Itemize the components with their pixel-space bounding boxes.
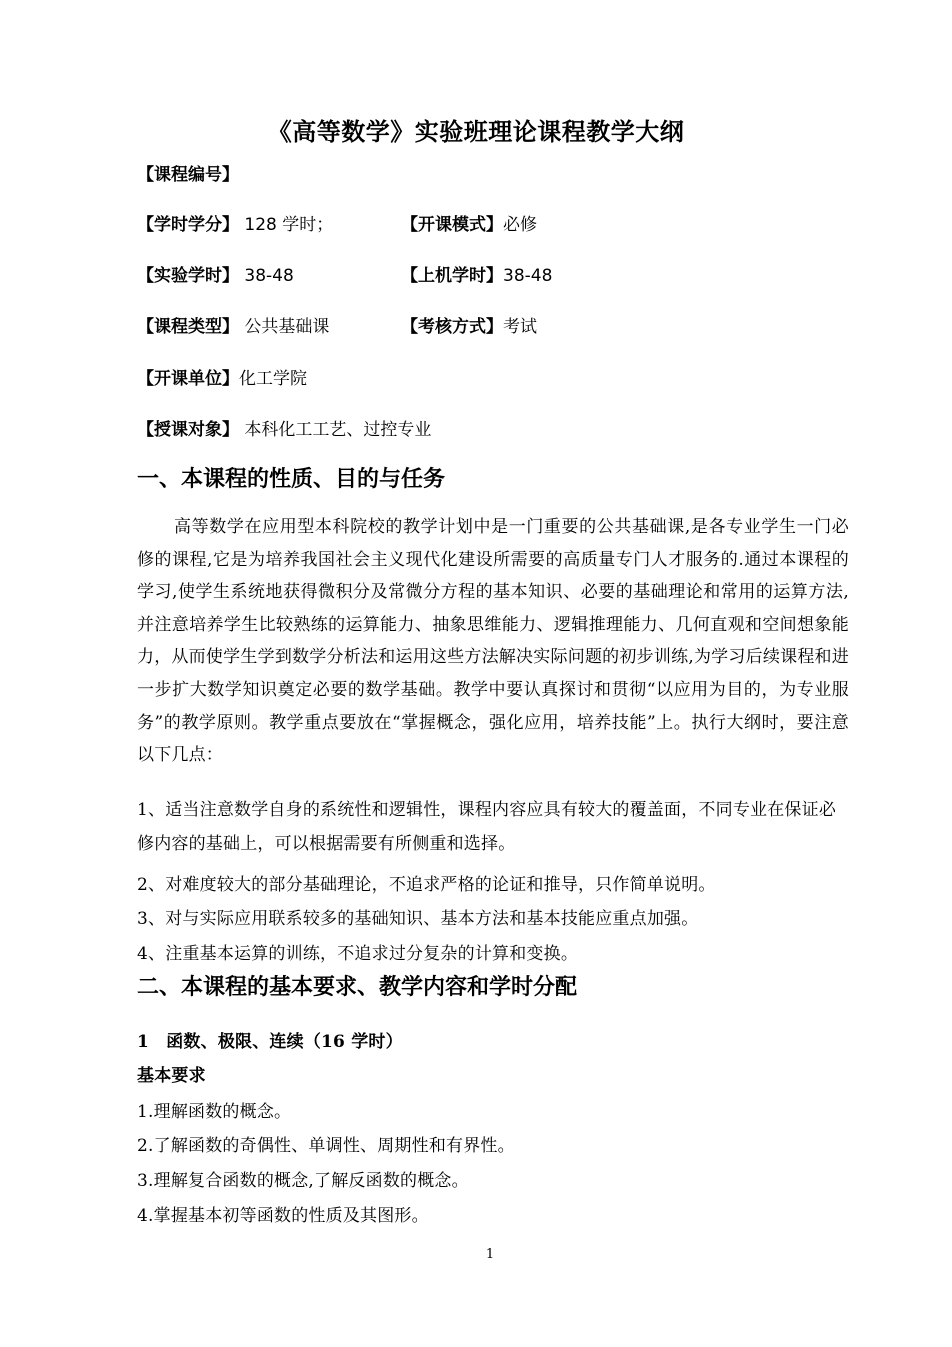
mode-field <box>401 210 537 235</box>
unit-value: 化工学院 <box>239 369 307 389</box>
exam-label: 【考核方式】 <box>401 317 503 337</box>
section1-point-4: 4、注重基本运算的训练，不追求过分复杂的计算和变换。 <box>137 944 579 964</box>
exam-field <box>401 312 537 337</box>
exam-value: 考试 <box>503 317 537 337</box>
lab-hours-label: 【实验学时】 <box>137 266 239 286</box>
computer-hours-field <box>401 261 552 286</box>
meta-hours-row <box>137 210 537 235</box>
document-title: 《高等数学》实验班理论课程教学大纲 <box>267 118 685 146</box>
basic-requirements-label: 基本要求 <box>137 1066 206 1086</box>
computer-hours-label: 【上机学时】 <box>401 266 503 286</box>
requirement-item: 3.理解复合函数的概念,了解反函数的概念。 <box>137 1171 469 1191</box>
page-number: 1 <box>485 1247 495 1262</box>
hours-label: 【学时学分】 <box>137 215 239 235</box>
requirement-item: 4.掌握基本初等函数的性质及其图形。 <box>137 1206 429 1226</box>
requirement-item: 2.了解函数的奇偶性、单调性、周期性和有界性。 <box>137 1136 515 1156</box>
section1-point-1: 1、适当注意数学自身的系统性和逻辑性，课程内容应具有较大的覆盖面，不同专业在保证必修内容的基础上，可以根据需要有所侧重和选择。 <box>137 800 837 854</box>
audience-value: 本科化工工艺、过控专业 <box>244 420 432 440</box>
meta-course-code <box>137 160 239 185</box>
meta-type-row <box>137 312 537 337</box>
type-label: 【课程类型】 <box>137 317 239 337</box>
section1-heading: 一、本课程的性质、目的与任务 <box>137 467 446 492</box>
section1-point-3: 3、对与实际应用联系较多的基础知识、基本方法和基本技能应重点加强。 <box>137 909 699 929</box>
section1-point-2: 2、对难度较大的部分基础理论，不追求严格的论证和推导，只作简单说明。 <box>137 875 716 895</box>
type-value: 公共基础课 <box>244 317 330 337</box>
meta-audience-row <box>137 415 431 440</box>
lab-hours-value: 38-48 <box>244 266 294 286</box>
meta-lab-row <box>137 261 553 286</box>
meta-unit-row <box>137 364 307 389</box>
computer-hours-value: 38-48 <box>503 266 553 286</box>
mode-label: 【开课模式】 <box>401 215 503 235</box>
section2-subheading-1: 1 函数、极限、连续（16 学时） <box>137 1032 403 1052</box>
audience-label: 【授课对象】 <box>137 420 239 440</box>
requirement-item: 1.理解函数的概念。 <box>137 1102 292 1122</box>
section1-paragraph: 高等数学在应用型本科院校的教学计划中是一门重要的公共基础课,是各专业学生一门必修的课程,它是为培养我国社会主义现代化建设所需要的高质量专门人才服务的.通过本课程的学习,使学生系统地获得微积分及常微分方程的基本知识、必要的基础理论和常用的运算方法,并注意培养学生比较熟练的运算能力、抽象思维能力、逻辑推理能力、几何直观和空间想象能力，从而使学生学到数学分析法和运用这些方法解决实际问题的初步训练,为学习后续课程和进一步扩大数学知识奠定必要的数学基础。教学中要认真探讨和贯彻“以应用为目的，为专业服务”的教学原则。教学重点要放在“掌握概念，强化应用，培养技能”上。执行大纲时，要注意以下几点： <box>137 517 849 766</box>
course-code-label: 【课程编号】 <box>137 165 239 185</box>
mode-value: 必修 <box>503 215 537 235</box>
unit-label: 【开课单位】 <box>137 369 239 389</box>
hours-value: 128 学时； <box>244 215 334 235</box>
section2-heading: 二、本课程的基本要求、教学内容和学时分配 <box>137 975 578 1000</box>
